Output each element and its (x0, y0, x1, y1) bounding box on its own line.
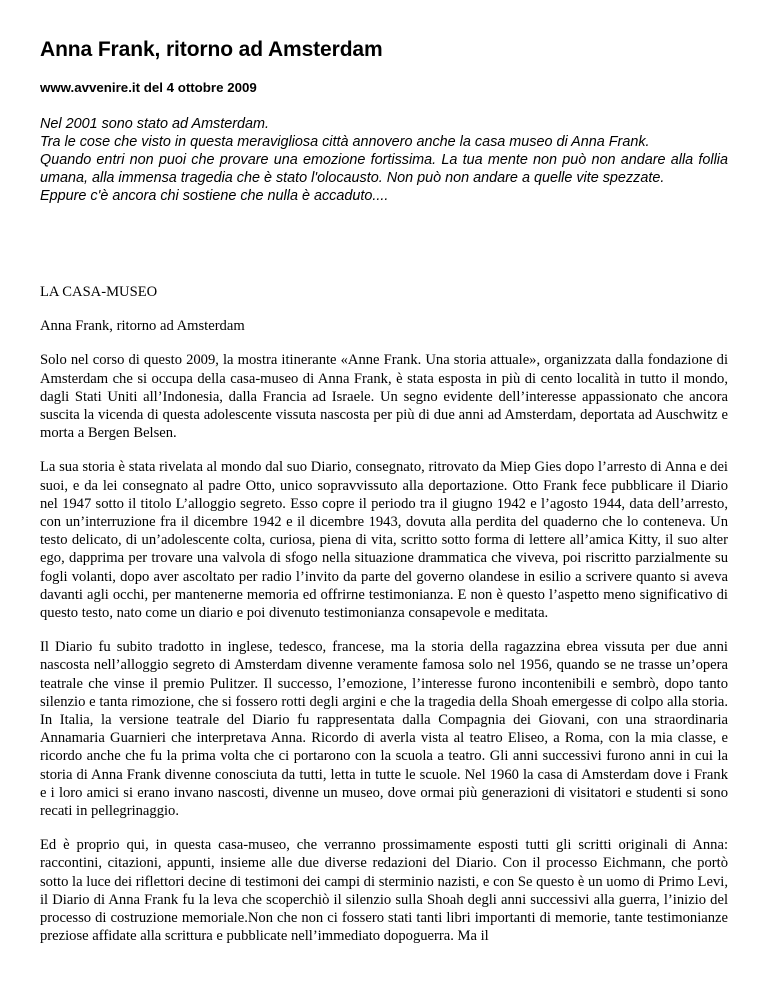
intro-line: Nel 2001 sono stato ad Amsterdam. (40, 116, 270, 132)
intro-line: Quando entri non puoi che provare una emozione fortissima. La tua mente non può non andare alla follia umana, alla immensa tragedia che è stato l'olocausto. Non può non andare a quelle vite spezzate. (40, 152, 728, 186)
sub-title: Anna Frank, ritorno ad Amsterdam (40, 318, 245, 335)
intro-line: Eppure c'è ancora chi sostiene che nulla è accaduto.... (40, 188, 389, 204)
document-page (40, 0, 728, 946)
section-title: LA CASA-MUSEO (40, 284, 158, 300)
body-paragraph: Il Diario fu subito tradotto in inglese, tedesco, francese, ma la storia della ragazzina ebrea vissuta per due anni nascosta nell’alloggio segreto di Amsterdam divenne veramente famosa solo nel 1956, quando se ne trasse un’opera teatrale che vinse il premio Pulitzer. Il successo, l’emozione, l’interesse furono incontenibili e sembrò, dopo tanto silenzio e tanta rimozione, che si fossero rotti degli argini e che la tragedia della Shoah emergesse di colpo alla storia. In Italia, la versione teatrale del Diario fu rappresentata dalla Compagnia dei Giovani, con una straordinaria Annamaria Guarnieri che interpretava Anna. Ricordo di averla vista al teatro Eliseo, a Roma, con la mia classe, e ricordo anche che fu la prima volta che ci portarono con la scuola a teatro. Gli anni successivi furono anni in cui la storia di Anna Frank divenne conosciuta da tutti, letta in tutte le scuole. Nel 1960 la casa di Amsterdam dove i Frank e i loro amici si erano invano nascosti, divenne un museo, dove ormai più generazioni di visitatori e studenti si sono recati in pellegrinaggio. (40, 639, 728, 820)
intro-block (40, 115, 728, 205)
intro-line: Tra le cose che visto in questa meravigliosa città annovero anche la casa museo di Anna Frank. (40, 134, 650, 150)
article-title: Anna Frank, ritorno ad Amsterdam (40, 38, 383, 61)
body-paragraph: Ed è proprio qui, in questa casa-museo, che verranno prossimamente esposti tutti gli scritti originali di Anna: raccontini, citazioni, appunti, insieme alle due diverse redazioni del Diario. Con il processo Eichmann, che portò sotto la luce dei riflettori decine di testimoni dei campi di sterminio nazisti, e con Se questo è un uomo di Primo Levi, il Diario di Anna Frank fu la leva che scoperchiò il silenzio sulla Shoah degli anni successivi alla guerra, l’inizio del processo di costruzione memoriale.Non che non ci fossero stati tanti libri importanti di memorie, tante testimonianze preziose affidate alla scrittura e pubblicate nell’immediato dopoguerra. Ma il (40, 837, 728, 945)
body-paragraph: La sua storia è stata rivelata al mondo dal suo Diario, consegnato, ritrovato da Miep Gies dopo l’arresto di Anna e dei suoi, e da lei consegnato al padre Otto, unico sopravvissuto alla deportazione. Otto Frank fece pubblicare il Diario nel 1947 sotto il titolo L’alloggio segreto. Esso copre il periodo tra il giugno 1942 e l’agosto 1944, data dell’arresto, con un’interruzione fra il dicembre 1942 e il dicembre 1943, dovuta alla perdita del quaderno che lo conteneva. Un testo delicato, di un’adolescente colta, curiosa, piena di vita, scritto sotto forma di lettere all’amica Kitty, il suo alter ego, dapprima per trovare una valvola di sfogo nella situazione drammatica che viveva, poi riscritto parzialmente su fogli volanti, dopo aver ascoltato per radio l’invito da parte del governo olandese in esilio a scrivere quanto si aveva davanti agli occhi, per mantenerne memoria ed offrirne testimonianza. E non è questo l’aspetto meno significativo di questo testo, nato come un diario e poi divenuto testimonianza consapevole e meditata. (40, 459, 728, 622)
article-source: www.avvenire.it del 4 ottobre 2009 (40, 80, 257, 95)
body-paragraph: Solo nel corso di questo 2009, la mostra itinerante «Anne Frank. Una storia attuale», organizzata dalla fondazione di Amsterdam che si occupa della casa-museo di Anna Frank, è stata esposta in più di cento località in tutto il mondo, dagli Stati Uniti all’Indonesia, dalla Francia ad Israele. Un segno evidente dell’interesse appassionato che ancora suscita la vicenda di questa adolescente vissuta nascosta per più di due anni ad Amsterdam, deportata ad Auschwitz e morta a Bergen Belsen. (40, 352, 728, 442)
